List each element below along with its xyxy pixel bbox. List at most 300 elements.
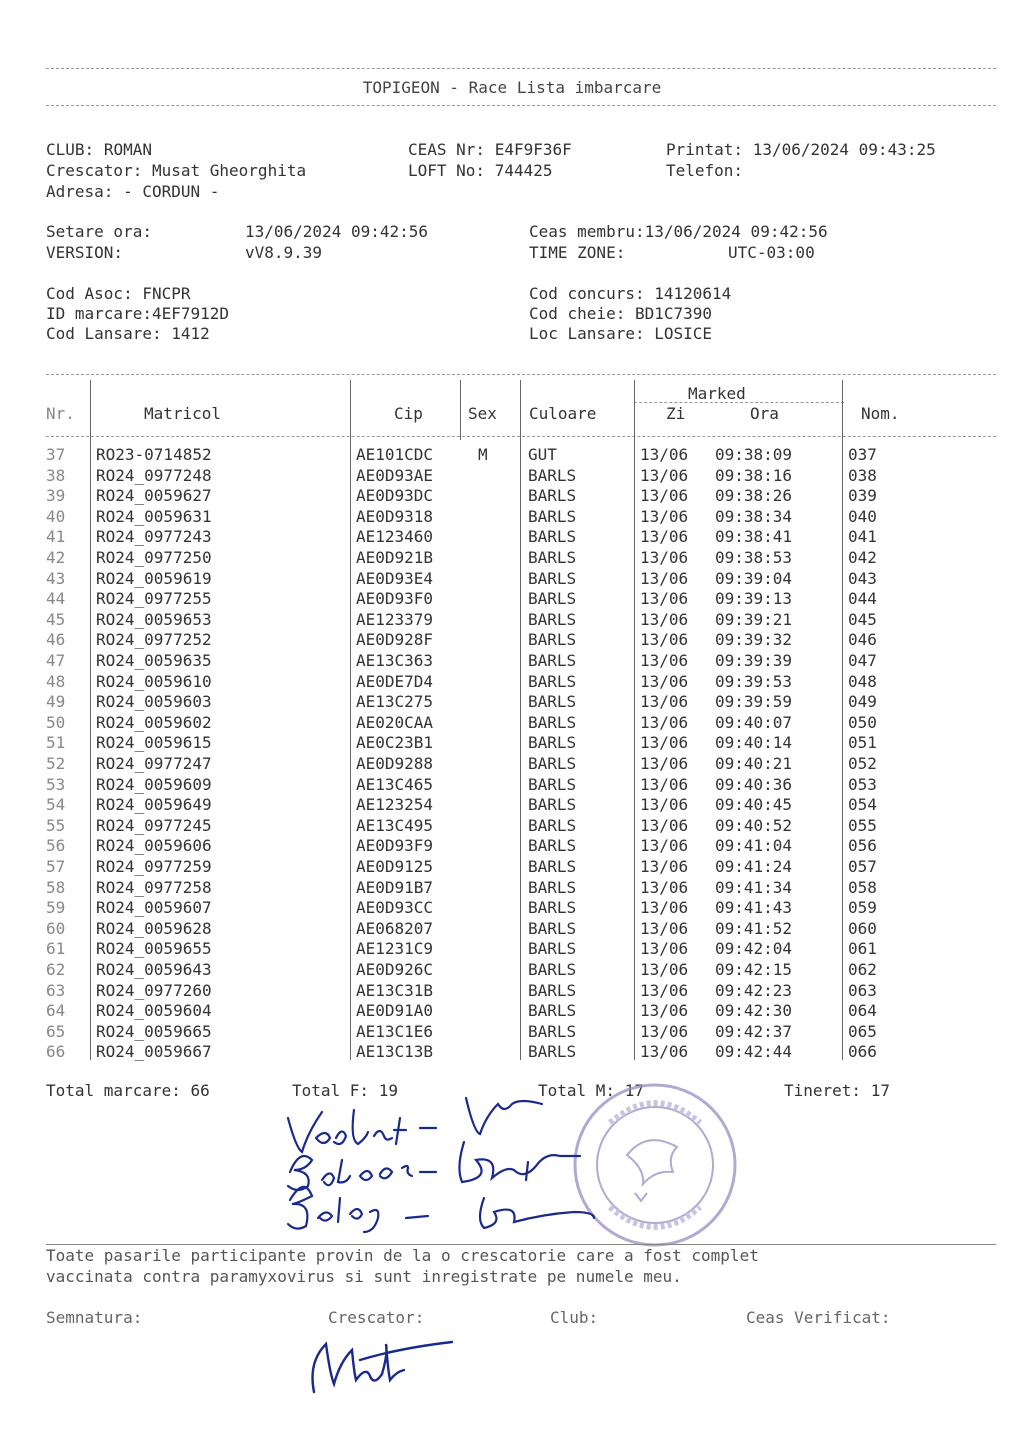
time-zone-label: TIME ZONE:	[529, 243, 626, 262]
row-nr: 57	[46, 857, 66, 876]
row-nr: 41	[46, 527, 66, 547]
ceas-label: CEAS Nr:	[408, 140, 486, 159]
row-culoare: BARLS	[528, 877, 577, 897]
row-cip: AE068207	[356, 918, 434, 938]
row-matricol: RO24_0977258	[96, 877, 212, 897]
row-ora: 09:39:53	[715, 671, 793, 691]
row-cip: AE0D926C	[356, 960, 434, 979]
row-nom: 045	[848, 609, 877, 629]
ceas-membru-label: Ceas membru:	[529, 222, 645, 241]
row-culoare: BARLS	[528, 960, 577, 979]
row-nom: 037	[848, 445, 877, 464]
row-ora: 09:41:34	[715, 877, 793, 897]
row-nom: 059	[848, 898, 877, 918]
row-nr: 52	[46, 754, 66, 773]
id-marcare-value: 4EF7912D	[151, 304, 230, 323]
club-sign-label: Club:	[550, 1308, 599, 1327]
crescator-signature	[300, 1320, 460, 1410]
loc-lansare-value: LOSICE	[654, 324, 713, 343]
row-nom: 054	[848, 795, 877, 815]
ceas-line	[408, 140, 572, 159]
loc-lansare-line	[529, 324, 712, 343]
row-nom: 040	[848, 506, 877, 526]
row-cip: AE101CDC	[356, 445, 434, 464]
row-matricol: RO24_0059628	[96, 918, 212, 938]
row-culoare: BARLS	[528, 1021, 577, 1041]
declaration-line-2: vaccinata contra paramyxovirus si sunt inregistrate pe numele meu.	[46, 1267, 682, 1286]
row-nom: 052	[848, 754, 877, 773]
row-nr: 47	[46, 651, 66, 670]
col-header-ora: Ora	[750, 404, 779, 423]
row-zi: 13/06	[640, 754, 689, 773]
row-culoare: BARLS	[528, 465, 577, 485]
header-top-rule	[46, 68, 996, 69]
adresa-label: Adresa:	[46, 182, 114, 201]
row-zi: 13/06	[640, 795, 689, 815]
total-f-value: 19	[378, 1081, 398, 1100]
crescator-value: Musat Gheorghita	[151, 161, 307, 180]
table-row	[0, 919, 1024, 939]
table-row	[0, 775, 1024, 795]
row-nom: 048	[848, 671, 877, 691]
table-row	[0, 692, 1024, 712]
row-ora: 09:41:04	[715, 836, 793, 856]
row-nom: 038	[848, 465, 877, 485]
row-cip: AE0DE7D4	[356, 671, 434, 691]
row-nom: 058	[848, 877, 877, 897]
row-culoare: BARLS	[528, 733, 577, 753]
row-nom: 063	[848, 980, 877, 1000]
row-ora: 09:42:04	[715, 939, 793, 959]
row-nr: 48	[46, 671, 66, 691]
row-matricol: RO24_0059655	[96, 939, 212, 959]
row-cip: AE0D91B7	[356, 877, 434, 897]
id-marcare-line	[46, 304, 229, 323]
row-nr: 37	[46, 445, 66, 464]
adresa-line	[46, 182, 219, 201]
row-matricol: RO24_0977247	[96, 754, 212, 773]
row-nr: 54	[46, 795, 66, 815]
row-matricol: RO24_0059665	[96, 1021, 212, 1041]
declaration-top-rule	[46, 1244, 996, 1245]
row-zi: 13/06	[640, 589, 689, 609]
row-nr: 51	[46, 733, 66, 753]
table-row	[0, 816, 1024, 836]
row-ora: 09:42:30	[715, 1001, 793, 1021]
row-ora: 09:40:45	[715, 795, 793, 815]
col-header-nr: Nr.	[46, 404, 75, 423]
row-nom: 055	[848, 815, 877, 835]
row-cip: AE0D91A0	[356, 1001, 434, 1021]
table-row	[0, 836, 1024, 856]
row-nr: 59	[46, 898, 66, 918]
row-culoare: BARLS	[528, 836, 577, 856]
row-culoare: BARLS	[528, 692, 577, 712]
row-nom: 057	[848, 857, 877, 876]
row-zi: 13/06	[640, 960, 689, 979]
table-row	[0, 548, 1024, 568]
row-ora: 09:39:39	[715, 651, 793, 670]
row-ora: 09:40:52	[715, 815, 793, 835]
row-matricol: RO24_0977260	[96, 980, 212, 1000]
row-culoare: BARLS	[528, 527, 577, 547]
row-nr: 61	[46, 939, 66, 959]
row-nom: 044	[848, 589, 877, 609]
row-culoare: BARLS	[528, 609, 577, 629]
row-nr: 58	[46, 877, 66, 897]
club-value: ROMAN	[103, 140, 152, 159]
row-nr: 43	[46, 568, 66, 588]
table-row	[0, 589, 1024, 609]
row-nom: 062	[848, 960, 877, 979]
row-matricol: RO24_0059649	[96, 795, 212, 815]
row-ora: 09:38:26	[715, 486, 793, 506]
table-row	[0, 857, 1024, 877]
tineret-label: Tineret:	[784, 1081, 862, 1100]
row-cip: AE13C31B	[356, 980, 434, 1000]
tineret	[784, 1081, 890, 1100]
row-matricol: RO24_0059631	[96, 506, 212, 526]
row-culoare: BARLS	[528, 918, 577, 938]
setare-label: Setare ora:	[46, 222, 152, 241]
row-cip: AE0D921B	[356, 548, 434, 567]
row-matricol: RO24_0059602	[96, 712, 212, 732]
crescator-sign-label: Crescator:	[328, 1308, 425, 1327]
row-cip: AE020CAA	[356, 712, 434, 732]
col-header-marked: Marked	[688, 384, 746, 403]
row-nr: 44	[46, 589, 66, 609]
row-cip: AE0D93F9	[356, 836, 434, 856]
row-zi: 13/06	[640, 733, 689, 753]
row-matricol: RO24_0059615	[96, 733, 212, 753]
row-ora: 09:42:37	[715, 1021, 793, 1041]
row-culoare: BARLS	[528, 857, 577, 876]
row-zi: 13/06	[640, 918, 689, 938]
table-row	[0, 610, 1024, 630]
row-culoare: GUT	[528, 445, 557, 464]
table-row	[0, 1042, 1024, 1062]
cod-concurs-line	[529, 284, 731, 303]
row-culoare: BARLS	[528, 630, 577, 650]
row-matricol: RO24_0059619	[96, 568, 212, 588]
row-zi: 13/06	[640, 465, 689, 485]
cod-lansare-line	[46, 324, 210, 343]
col-header-nom: Nom.	[861, 404, 900, 423]
row-cip: AE123460	[356, 527, 434, 547]
row-ora: 09:39:32	[715, 630, 793, 650]
row-matricol: RO24_0059609	[96, 774, 212, 794]
row-zi: 13/06	[640, 486, 689, 506]
row-zi: 13/06	[640, 651, 689, 670]
table-row	[0, 960, 1024, 980]
row-ora: 09:38:09	[715, 445, 793, 464]
row-ora: 09:41:24	[715, 857, 793, 876]
table-row	[0, 630, 1024, 650]
row-culoare: BARLS	[528, 671, 577, 691]
row-culoare: BARLS	[528, 1001, 577, 1021]
row-ora: 09:38:34	[715, 506, 793, 526]
row-zi: 13/06	[640, 815, 689, 835]
row-ora: 09:38:41	[715, 527, 793, 547]
setare-value: 13/06/2024 09:42:56	[245, 222, 429, 241]
row-nom: 064	[848, 1001, 877, 1021]
table-row	[0, 1022, 1024, 1042]
row-matricol: RO24_0977252	[96, 630, 212, 650]
total-marcare	[46, 1081, 210, 1100]
row-ora: 09:38:53	[715, 548, 793, 567]
table-row	[0, 486, 1024, 506]
total-m-value: 17	[624, 1081, 644, 1100]
ceas-membru-line	[529, 222, 828, 241]
cod-cheie-label: Cod cheie:	[529, 304, 626, 323]
row-zi: 13/06	[640, 1021, 689, 1041]
row-matricol: RO24_0059653	[96, 609, 212, 629]
row-culoare: BARLS	[528, 486, 577, 506]
row-culoare: BARLS	[528, 898, 577, 918]
row-nr: 39	[46, 486, 66, 506]
col-header-culoare: Culoare	[529, 404, 597, 423]
row-nom: 066	[848, 1042, 877, 1062]
table-row	[0, 898, 1024, 918]
row-ora: 09:41:52	[715, 918, 793, 938]
row-zi: 13/06	[640, 630, 689, 650]
row-ora: 09:42:15	[715, 960, 793, 979]
table-row	[0, 713, 1024, 733]
id-marcare-label: ID marcare:	[46, 304, 152, 323]
total-marcare-value: 66	[190, 1081, 210, 1100]
col-header-matricol: Matricol	[144, 404, 222, 423]
row-nr: 56	[46, 836, 66, 856]
row-matricol: RO24_0977248	[96, 465, 212, 485]
row-nom: 049	[848, 692, 877, 712]
row-nom: 047	[848, 651, 877, 670]
row-matricol: RO24_0059603	[96, 692, 212, 712]
row-zi: 13/06	[640, 774, 689, 794]
row-matricol: RO24_0059667	[96, 1042, 212, 1062]
row-culoare: BARLS	[528, 939, 577, 959]
row-nr: 42	[46, 548, 66, 567]
adresa-value: - CORDUN -	[123, 182, 220, 201]
row-matricol: RO24_0059604	[96, 1001, 212, 1021]
ceas-verificat-label: Ceas Verificat:	[746, 1308, 891, 1327]
row-matricol: RO24_0059627	[96, 486, 212, 506]
row-zi: 13/06	[640, 692, 689, 712]
row-ora: 09:41:43	[715, 898, 793, 918]
row-cip: AE0D93AE	[356, 465, 434, 485]
row-cip: AE0D93F0	[356, 589, 434, 609]
loc-lansare-label: Loc Lansare:	[529, 324, 645, 343]
col-header-sex: Sex	[468, 404, 497, 423]
row-matricol: RO23-0714852	[96, 445, 212, 464]
row-nom: 050	[848, 712, 877, 732]
row-zi: 13/06	[640, 877, 689, 897]
col-sep-3	[460, 380, 461, 440]
row-culoare: BARLS	[528, 795, 577, 815]
row-ora: 09:40:14	[715, 733, 793, 753]
row-matricol: RO24_0977250	[96, 548, 212, 567]
row-nr: 60	[46, 918, 66, 938]
row-ora: 09:38:16	[715, 465, 793, 485]
row-cip: AE1231C9	[356, 939, 434, 959]
row-cip: AE123254	[356, 795, 434, 815]
table-row	[0, 445, 1024, 465]
row-culoare: BARLS	[528, 980, 577, 1000]
tineret-value: 17	[870, 1081, 890, 1100]
loft-label: LOFT No:	[408, 161, 486, 180]
row-cip: AE0D9288	[356, 754, 434, 773]
row-nr: 64	[46, 1001, 66, 1021]
row-zi: 13/06	[640, 1042, 689, 1062]
row-cip: AE13C363	[356, 651, 434, 670]
row-matricol: RO24_0977259	[96, 857, 212, 876]
row-cip: AE0D9125	[356, 857, 434, 876]
cod-asoc-value: FNCPR	[142, 284, 191, 303]
row-cip: AE0D93DC	[356, 486, 434, 506]
row-zi: 13/06	[640, 1001, 689, 1021]
table-row	[0, 527, 1024, 547]
row-matricol: RO24_0059635	[96, 651, 212, 670]
row-zi: 13/06	[640, 527, 689, 547]
table-row	[0, 466, 1024, 486]
page-title: TOPIGEON - Race Lista imbarcare	[362, 78, 662, 97]
row-zi: 13/06	[640, 939, 689, 959]
declaration-line-1: Toate pasarile participante provin de la o crescatorie care a fost complet	[46, 1246, 759, 1265]
row-culoare: BARLS	[528, 651, 577, 670]
row-cip: AE0D93E4	[356, 568, 434, 588]
row-culoare: BARLS	[528, 568, 577, 588]
cod-concurs-value: 14120614	[654, 284, 732, 303]
row-ora: 09:39:59	[715, 692, 793, 712]
row-zi: 13/06	[640, 568, 689, 588]
crescator-label: Crescator:	[46, 161, 143, 180]
row-zi: 13/06	[640, 609, 689, 629]
handwritten-signatures	[270, 1080, 630, 1240]
row-nr: 63	[46, 980, 66, 1000]
total-m-label: Total M:	[538, 1081, 616, 1100]
row-cip: AE0D93CC	[356, 898, 434, 918]
row-zi: 13/06	[640, 445, 689, 464]
row-ora: 09:42:23	[715, 980, 793, 1000]
total-f-label: Total F:	[292, 1081, 370, 1100]
row-culoare: BARLS	[528, 548, 577, 567]
row-zi: 13/06	[640, 857, 689, 876]
printat-label: Printat:	[666, 140, 744, 159]
row-nr: 53	[46, 774, 66, 794]
row-culoare: BARLS	[528, 589, 577, 609]
col-header-zi: Zi	[666, 404, 686, 423]
cod-concurs-label: Cod concurs:	[529, 284, 645, 303]
row-nr: 46	[46, 630, 66, 650]
row-culoare: BARLS	[528, 1042, 577, 1062]
row-sex: M	[478, 445, 488, 464]
row-cip: AE13C1E6	[356, 1021, 434, 1041]
row-cip: AE0D928F	[356, 630, 434, 650]
row-nom: 051	[848, 733, 877, 753]
row-nom: 042	[848, 548, 877, 567]
row-nom: 061	[848, 939, 877, 959]
row-ora: 09:40:36	[715, 774, 793, 794]
row-nr: 45	[46, 609, 66, 629]
ceas-membru-value: 13/06/2024 09:42:56	[644, 222, 828, 241]
row-matricol: RO24_0977243	[96, 527, 212, 547]
table-row	[0, 672, 1024, 692]
row-zi: 13/06	[640, 506, 689, 526]
row-cip: AE13C465	[356, 774, 434, 794]
row-zi: 13/06	[640, 980, 689, 1000]
row-nom: 056	[848, 836, 877, 856]
row-matricol: RO24_0059607	[96, 898, 212, 918]
row-ora: 09:39:13	[715, 589, 793, 609]
table-row	[0, 981, 1024, 1001]
table-row	[0, 939, 1024, 959]
row-ora: 09:39:04	[715, 568, 793, 588]
row-nom: 060	[848, 918, 877, 938]
row-nom: 065	[848, 1021, 877, 1041]
row-ora: 09:40:21	[715, 754, 793, 773]
row-nr: 65	[46, 1021, 66, 1041]
time-zone-value: UTC-03:00	[728, 243, 815, 262]
table-header-rule	[46, 436, 996, 437]
table-row	[0, 1001, 1024, 1021]
table-top-rule	[46, 374, 996, 375]
table-row	[0, 878, 1024, 898]
cod-asoc-line	[46, 284, 191, 303]
row-cip: AE13C13B	[356, 1042, 434, 1062]
club-label: CLUB:	[46, 140, 95, 159]
row-zi: 13/06	[640, 898, 689, 918]
row-cip: AE13C275	[356, 692, 434, 712]
row-nr: 66	[46, 1042, 66, 1062]
cod-lansare-value: 1412	[171, 324, 210, 343]
ceas-value: E4F9F36F	[494, 140, 572, 159]
crescator-line	[46, 161, 306, 180]
row-cip: AE13C495	[356, 815, 434, 835]
row-ora: 09:39:21	[715, 609, 793, 629]
club-line	[46, 140, 152, 159]
row-zi: 13/06	[640, 671, 689, 691]
table-row	[0, 733, 1024, 753]
semnatura-label: Semnatura:	[46, 1308, 143, 1327]
row-cip: AE0C23B1	[356, 733, 434, 753]
row-zi: 13/06	[640, 548, 689, 567]
loft-line	[408, 161, 553, 180]
row-nr: 49	[46, 692, 66, 712]
table-row	[0, 651, 1024, 671]
row-matricol: RO24_0059606	[96, 836, 212, 856]
row-matricol: RO24_0059610	[96, 671, 212, 691]
version-label: VERSION:	[46, 243, 124, 262]
row-cip: AE0D9318	[356, 506, 434, 526]
row-culoare: BARLS	[528, 712, 577, 732]
row-ora: 09:42:44	[715, 1042, 793, 1062]
row-matricol: RO24_0059643	[96, 960, 212, 979]
row-nom: 041	[848, 527, 877, 547]
row-cip: AE123379	[356, 609, 434, 629]
table-row	[0, 795, 1024, 815]
row-nr: 62	[46, 960, 66, 979]
row-culoare: BARLS	[528, 506, 577, 526]
cod-cheie-line	[529, 304, 712, 323]
total-marcare-label: Total marcare:	[46, 1081, 181, 1100]
cod-asoc-label: Cod Asoc:	[46, 284, 133, 303]
cod-cheie-value: BD1C7390	[634, 304, 713, 323]
row-zi: 13/06	[640, 712, 689, 732]
row-zi: 13/06	[640, 836, 689, 856]
version-value: vV8.9.39	[245, 243, 323, 262]
loft-value: 744425	[494, 161, 553, 180]
row-nom: 053	[848, 774, 877, 794]
row-nr: 40	[46, 506, 66, 526]
